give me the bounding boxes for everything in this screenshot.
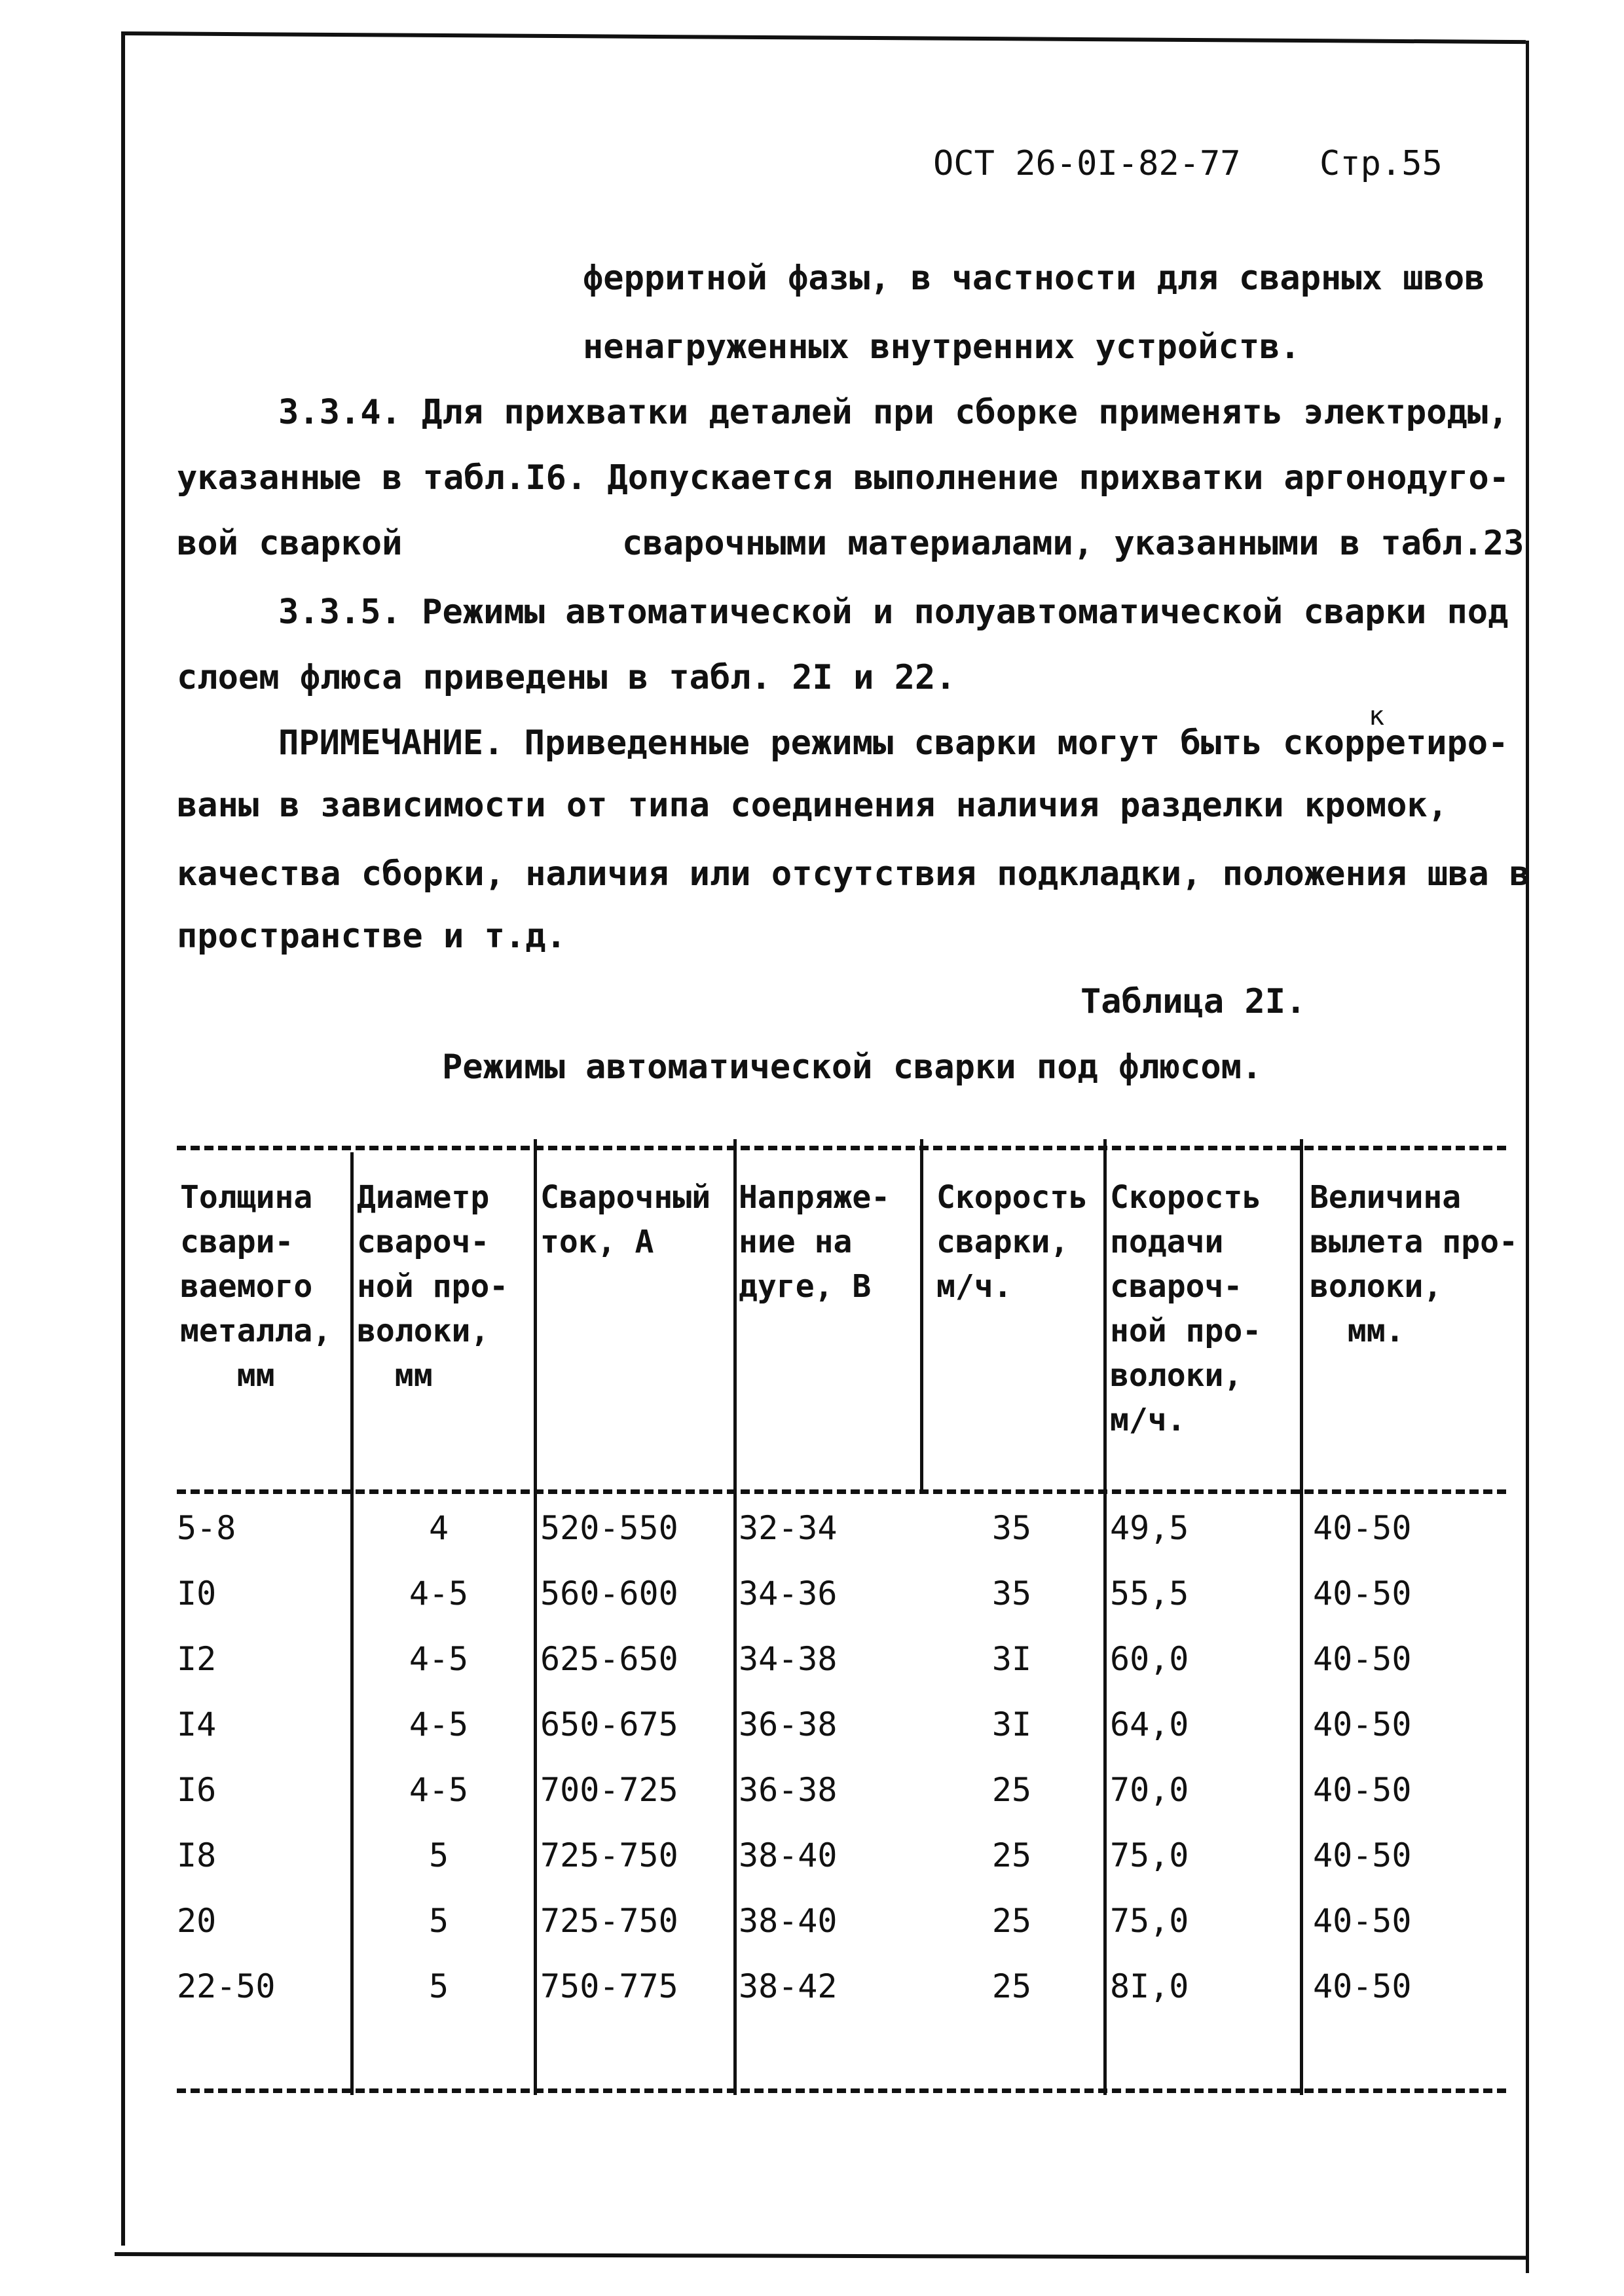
cell-voltage: 34-36 xyxy=(739,1575,838,1613)
cell-weld-speed: 25 xyxy=(991,1836,1032,1874)
cell-stickout: 40-50 xyxy=(1313,1705,1412,1743)
cell-feed-speed: 55,5 xyxy=(1110,1575,1189,1613)
table-header-thickness: Толщина свари- ваемого металла, мм xyxy=(180,1179,332,1394)
table-title: Режимы автоматической сварки под флюсом. xyxy=(442,1048,1263,1087)
cell-current: 725-750 xyxy=(540,1836,678,1874)
cell-current: 725-750 xyxy=(540,1902,678,1940)
table-rule-top xyxy=(177,1146,1506,1150)
cell-feed-speed: 64,0 xyxy=(1110,1705,1189,1743)
table-column-divider xyxy=(733,1139,737,2095)
table-header-weld-speed: Скорость сварки, м/ч. xyxy=(936,1179,1088,1305)
cell-stickout: 40-50 xyxy=(1313,1575,1412,1613)
body-line: указанные в табл.I6. Допускается выполнение прихватки аргонодуго- xyxy=(177,458,1509,498)
cell-thickness: 22-50 xyxy=(177,1967,276,2005)
cell-stickout: 40-50 xyxy=(1313,1509,1412,1547)
cell-feed-speed: 60,0 xyxy=(1110,1640,1189,1678)
cell-stickout: 40-50 xyxy=(1313,1640,1412,1678)
cell-current: 560-600 xyxy=(540,1575,678,1613)
table-rule-header xyxy=(177,1489,1506,1494)
table-column-divider xyxy=(1300,1139,1303,2095)
cell-wire-diameter: 4-5 xyxy=(409,1575,469,1613)
cell-weld-speed: 25 xyxy=(991,1967,1032,2005)
table-column-divider xyxy=(920,1139,923,1493)
cell-wire-diameter: 5 xyxy=(428,1902,449,1940)
cell-weld-speed: 35 xyxy=(991,1575,1032,1613)
cell-weld-speed: 35 xyxy=(991,1509,1032,1547)
note-line: качества сборки, наличия или отсутствия подкладки, положения шва в xyxy=(177,854,1530,894)
cell-wire-diameter: 4 xyxy=(428,1509,449,1547)
cell-wire-diameter: 4-5 xyxy=(409,1640,469,1678)
cell-stickout: 40-50 xyxy=(1313,1771,1412,1809)
page-number: Стр.55 xyxy=(1320,144,1443,183)
cell-thickness: I4 xyxy=(177,1705,217,1743)
cell-thickness: I2 xyxy=(177,1640,217,1678)
body-line: 3.3.4. Для прихватки деталей при сборке применять электроды, xyxy=(278,393,1509,432)
table-label: Таблица 2I. xyxy=(1080,982,1306,1021)
cell-weld-speed: 3I xyxy=(991,1640,1032,1678)
cell-weld-speed: 3I xyxy=(991,1705,1032,1743)
note-line: ваны в зависимости от типа соединения наличия разделки кромок, xyxy=(177,786,1449,825)
table-header-feed-speed: Скорость подачи свароч- ной про- волоки, м/ч. xyxy=(1110,1179,1262,1438)
cell-current: 750-775 xyxy=(540,1967,678,2005)
cell-voltage: 38-40 xyxy=(739,1836,838,1874)
cell-feed-speed: 49,5 xyxy=(1110,1509,1189,1547)
note-line: ПРИМЕЧАНИЕ. Приведенные режимы сварки могут быть скорретиро- xyxy=(278,723,1509,763)
cell-feed-speed: 75,0 xyxy=(1110,1902,1189,1940)
cell-thickness: I0 xyxy=(177,1575,217,1613)
cell-voltage: 38-40 xyxy=(739,1902,838,1940)
cell-voltage: 34-38 xyxy=(739,1640,838,1678)
cell-stickout: 40-50 xyxy=(1313,1836,1412,1874)
cell-feed-speed: 75,0 xyxy=(1110,1836,1189,1874)
cell-voltage: 36-38 xyxy=(739,1771,838,1809)
cell-current: 520-550 xyxy=(540,1509,678,1547)
cell-current: 625-650 xyxy=(540,1640,678,1678)
cell-voltage: 38-42 xyxy=(739,1967,838,2005)
cell-stickout: 40-50 xyxy=(1313,1902,1412,1940)
cell-current: 650-675 xyxy=(540,1705,678,1743)
cell-weld-speed: 25 xyxy=(991,1902,1032,1940)
note-line: пространстве и т.д. xyxy=(177,917,566,956)
body-line: сварочными материалами, указанными в табл.23 xyxy=(622,524,1524,563)
table-header-current: Сварочный ток, А xyxy=(540,1179,711,1260)
page-frame-left xyxy=(121,33,125,2246)
cell-wire-diameter: 4-5 xyxy=(409,1705,469,1743)
table-rule-bottom xyxy=(177,2088,1506,2093)
body-line: слоем флюса приведены в табл. 2I и 22. xyxy=(177,658,956,697)
table-header-stickout: Величина вылета про- волоки, мм. xyxy=(1310,1179,1518,1349)
table-column-divider xyxy=(534,1139,537,2095)
table-header-voltage: Напряже- ние на дуге, В xyxy=(739,1179,891,1305)
cell-voltage: 36-38 xyxy=(739,1705,838,1743)
document-code: ОСТ 26-0I-82-77 xyxy=(933,144,1241,183)
cell-wire-diameter: 5 xyxy=(428,1836,449,1874)
cell-feed-speed: 8I,0 xyxy=(1110,1967,1189,2005)
page-frame-bottom xyxy=(115,2252,1529,2260)
cell-current: 700-725 xyxy=(540,1771,678,1809)
cell-wire-diameter: 4-5 xyxy=(409,1771,469,1809)
table-column-divider xyxy=(1103,1139,1107,2095)
cell-thickness: 5-8 xyxy=(177,1509,236,1547)
body-line: вой сваркой xyxy=(177,524,403,563)
cell-voltage: 32-34 xyxy=(739,1509,838,1547)
page-frame-right xyxy=(1526,41,1529,2273)
cell-weld-speed: 25 xyxy=(991,1771,1032,1809)
body-line: 3.3.5. Режимы автоматической и полуавтоматической сварки под xyxy=(278,592,1509,632)
table-header-wire-diameter: Диаметр свароч- ной про- волоки, мм xyxy=(357,1179,509,1394)
body-line: ферритной фазы, в частности для сварных швов xyxy=(583,259,1485,298)
table-column-divider xyxy=(350,1152,354,2095)
cell-feed-speed: 70,0 xyxy=(1110,1771,1189,1809)
cell-stickout: 40-50 xyxy=(1313,1967,1412,2005)
body-line: ненагруженных внутренних устройств. xyxy=(583,327,1301,367)
cell-thickness: I6 xyxy=(177,1771,217,1809)
cell-thickness: 20 xyxy=(177,1902,217,1940)
page-frame-top xyxy=(121,31,1526,44)
correction-mark: к xyxy=(1369,701,1385,731)
cell-wire-diameter: 5 xyxy=(428,1967,449,2005)
cell-thickness: I8 xyxy=(177,1836,217,1874)
